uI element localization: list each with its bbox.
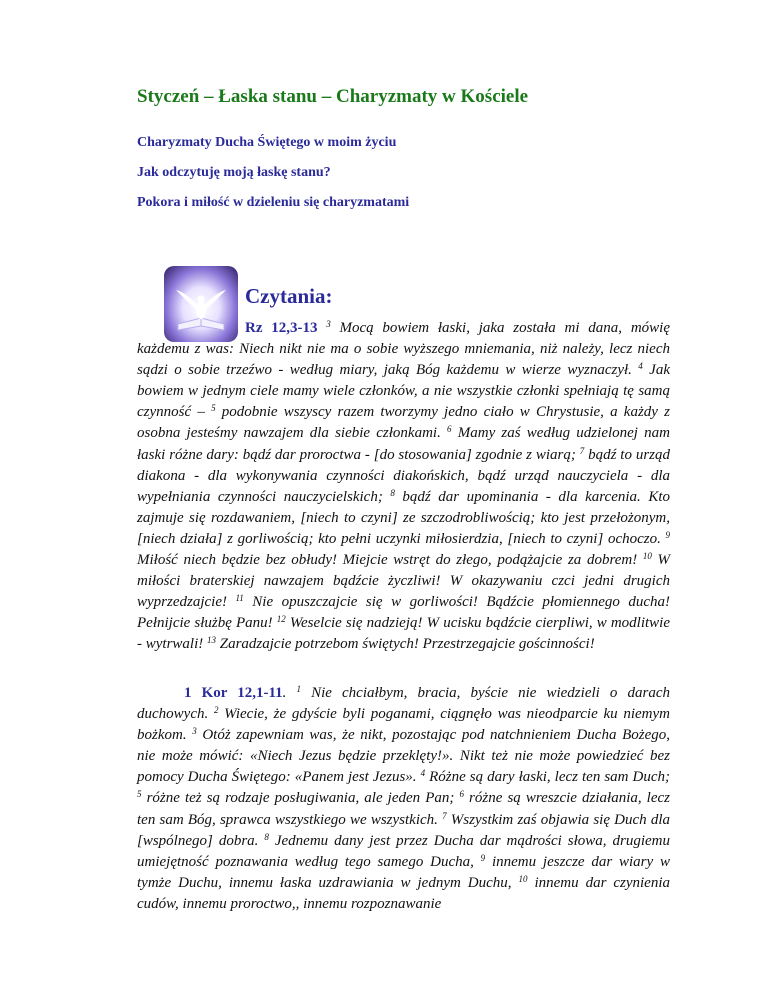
page-title: Styczeń – Łaska stanu – Charyzmaty w Kościele [137,86,529,107]
subheading-grace-of-state: Jak odczytuję moją łaskę stanu? [137,165,331,180]
reading-corinthians: 1 Kor 12,1-11. $^1$ Nie chciałbym, bracia, byście nie wiedzieli o darach duchowych. $^2$ Wiecie, że gdyście byli poganami, ciągnęło was nieodparcie ku niemym bożkom. $^3$ Otóż zapewniam was, że nikt, pozostając pod natchnieniem Ducha Bożego, nie może mówić: «Niech Jezus będzie przeklęty!». Nikt też nie może powiedzieć bez pomocy Ducha Świętego: «Panem jest Jezus». $^4$ Różne są dary łaski, lecz ten sam Duch; $^5$ różne też są rodzaje posługiwania, ale jeden Pan; $^6$ różne są wreszcie działania, lecz ten sam Bóg, sprawca wszystkiego we wszystkich. $^7$ Wszystkim zaś objawia się Duch dla [wspólnego] dobra. $^8$ Jednemu dany jest przez Ducha dar mądrości słowa, drugiemu umiejętność poznawania według tego samego Ducha, $^9$ innemu jeszcze dar wiary w tymże Duchu, innemu łaska uzdrawiania w jednym Duchu, $^{10}$ innemu dar czynienia cudów, innemu proroctwo,, innemu rozpoznawanie [137,684,671,912]
readings-heading: Czytania: [245,284,333,308]
reading-corinthians-reference: 1 Kor 12,1-11 [184,685,283,701]
reading-romans-reference: Rz 12,3-13 [245,320,318,336]
subheading-charisms: Charyzmaty Ducha Świętego w moim życiu [137,135,397,150]
reading-romans: Rz 12,3-13 $^3$ Mocą bowiem łaski, jaka została mi dana, mówię każdemu z was: Niech nikt nie ma o sobie wyższego mniemania, niż należy, lecz niech sądzi o sobie trzeźwo - według miary, jaką Bóg każdemu w wierze wyznaczył. $^4$ Jak bowiem w jednym ciele mamy wiele członków, a nie wszystkie członki spełniają tę samą czynność – $^5$ podobnie wszyscy razem tworzymy jedno ciało w Chrystusie, a każdy z osobna jesteśmy nawzajem dla siebie członkami. $^6$ Mamy zaś według udzielonej nam łaski różne dary: bądź dar proroctwa - [do stosowania] zgodnie z wiarą; $^7$ bądź to urząd diakona - dla wykonywania czynności diakońskich, bądź urząd nauczyciela - dla wypełniania czynności nauczycielskich; $^8$ bądź dar upominania - dla karcenia. Kto zajmuje się rozdawaniem, [niech to czyni] ze szczodrobliwością; kto jest przełożonym, [niech działa] z gorliwością; kto pełni uczynki miłosierdzia, [niech to czyni] ochoczo. $^9$ Miłość niech będzie bez obłudy! Miejcie wstręt do złego, podążajcie za dobrem! $^{10}$ W miłości braterskiej nawzajem bądźcie życzliwi! W okazywaniu czci jedni drugich wyprzedzajcie! $^{11}$ Nie opuszczajcie się w gorliwości! Bądźcie płomiennego ducha! Pełnijcie służbę Panu! $^{12}$ Weselcie się nadzieją! W ucisku bądźcie cierpliwi, w modlitwie - wytrwali! $^{13}$ Zaradzajcie potrzebom świętych! Przestrzegajcie gościnności! [137,319,671,653]
subheading-humility-love: Pokora i miłość w dzieleniu się charyzmatami [137,195,410,210]
